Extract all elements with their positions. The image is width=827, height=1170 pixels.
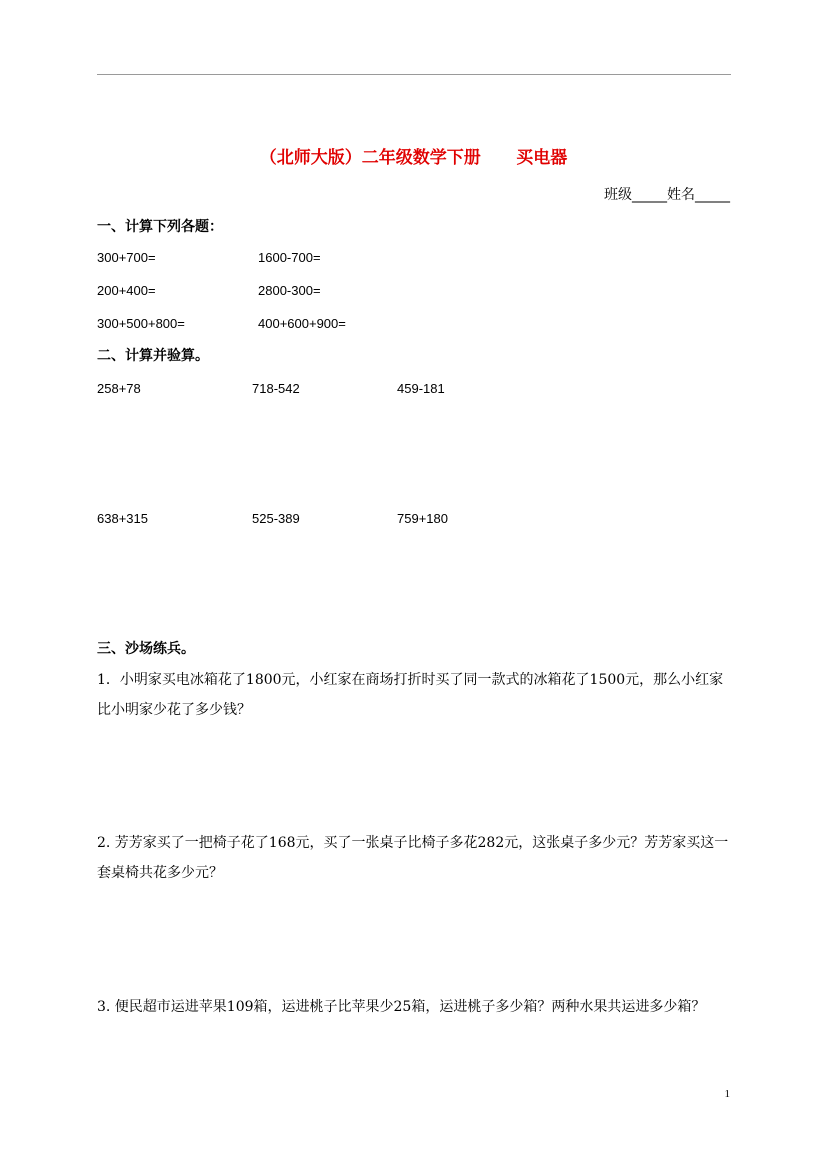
word-problem-1: 1．小明家买电冰箱花了1800元，小红家在商场打折时买了同一款式的冰箱花了1500元，那么小红家比小明家少花了多少钱？ bbox=[97, 672, 724, 718]
calc-item: 759+180 bbox=[397, 511, 448, 526]
calc-item: 200+400= bbox=[97, 283, 156, 298]
word-problem-3: 3. 便民超市运进苹果109箱，运进桃子比苹果少25箱，运进桃子多少箱？两种水果共运进多少箱？ bbox=[97, 999, 706, 1015]
calc-item: 1600-700= bbox=[258, 250, 321, 265]
page-title: （北师大版）二年级数学下册 买电器 bbox=[259, 148, 568, 168]
calc-item: 300+500+800= bbox=[97, 316, 185, 331]
calc-item: 400+600+900= bbox=[258, 316, 346, 331]
word-problem-2: 2. 芳芳家买了一把椅子花了168元，买了一张桌子比椅子多花282元，这张桌子多少元？芳芳家买这一套桌椅共花多少元？ bbox=[97, 835, 729, 881]
section-1-heading: 一、计算下列各题： bbox=[97, 219, 223, 235]
calc-item: 718-542 bbox=[252, 381, 300, 396]
calc-item: 300+700= bbox=[97, 250, 156, 265]
header-rule bbox=[97, 74, 731, 75]
calc-item: 258+78 bbox=[97, 381, 141, 396]
calc-item: 2800-300= bbox=[258, 283, 321, 298]
calc-item: 525-389 bbox=[252, 511, 300, 526]
section-2-heading: 二、计算并验算。 bbox=[97, 348, 209, 364]
page-number: 1 bbox=[724, 1088, 730, 1100]
calc-item: 638+315 bbox=[97, 511, 148, 526]
section-3-heading: 三、沙场练兵。 bbox=[97, 641, 195, 657]
calc-item: 459-181 bbox=[397, 381, 445, 396]
class-name-line: 班级_____姓名_____ bbox=[604, 187, 730, 203]
